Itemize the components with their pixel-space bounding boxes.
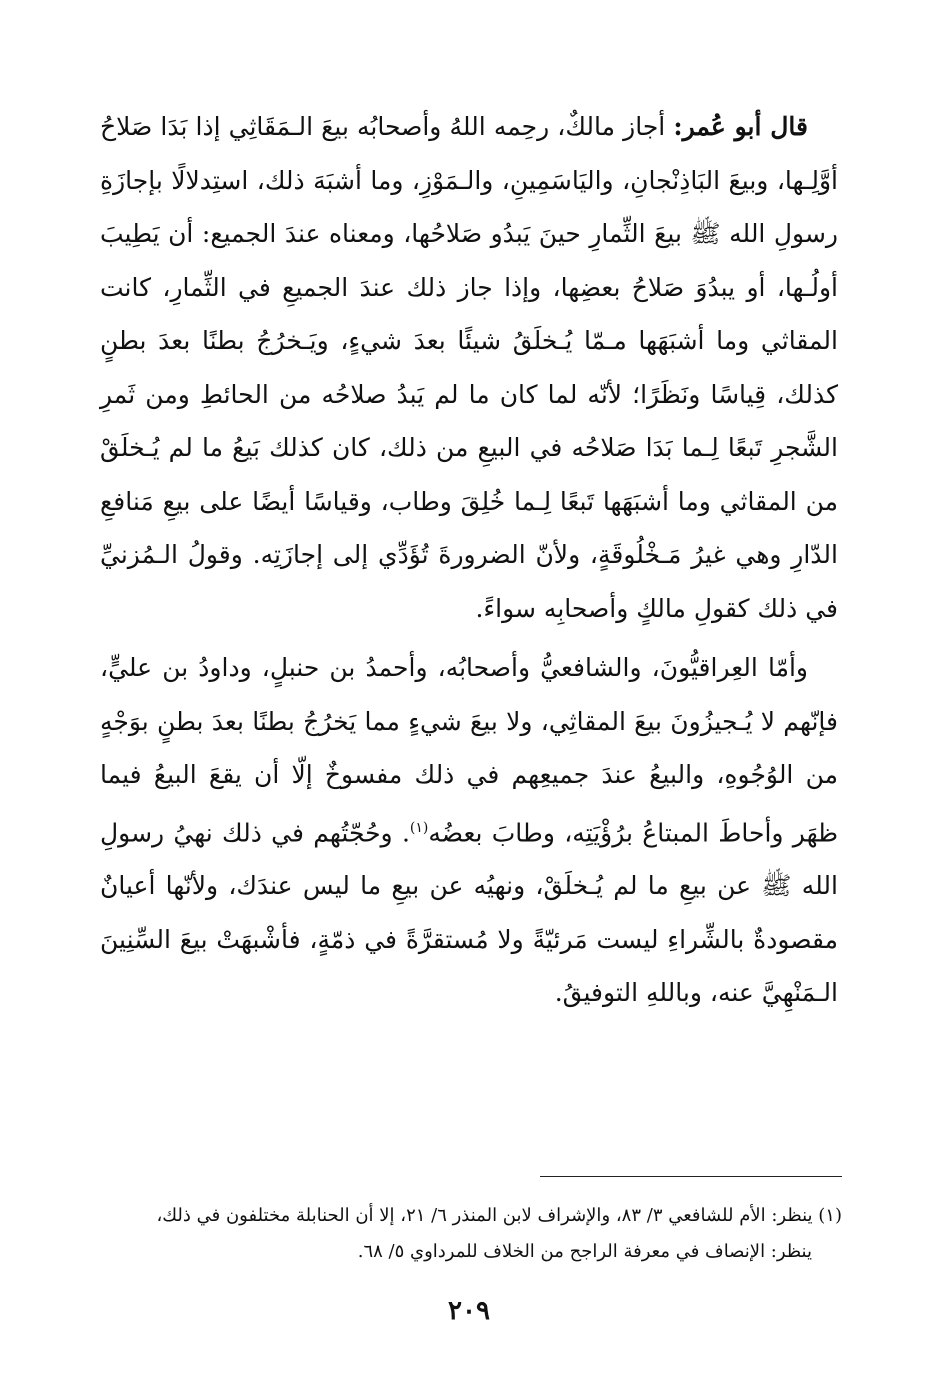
footnote-divider — [540, 1176, 842, 1177]
main-text-block — [100, 100, 838, 1020]
paragraph-1 — [100, 100, 838, 635]
footnote-1-line-2: ينظر: الإنصاف في معرفة الراجح من الخلاف للمرداوي ٥/ ٦٨. — [357, 1241, 812, 1262]
paragraph-1-text: أجاز مالكٌ، رحِمه اللهُ وأصحابُه بيعَ الـمَقَاثِي إذا بَدَا صَلاحُ أوَّلِـها، وبيعَ البَاذِنْجانِ، واليَاسَمِينِ، والـمَوْزِ، وما أشبَهَ ذلك، استِدلالًا بإجازَةِ رسولِ الله ﷺ بيعَ الثِّمارِ حينَ يَبدُو صَلاحُها، ومعناه عندَ الجميع: أن يَطِيبَ أولُـها، أو يبدُوَ صَلاحُ بعضِها، وإذا جاز ذلك عندَ الجميعِ في الثِّمارِ، كانت المقاثي وما أشبَهَها مـمّا يُـخلَقُ شيئًا بعدَ شيءٍ، ويَـخرُجُ بطنًا بعدَ بطنٍ كذلك، قِياسًا ونَظَرًا؛ لأنّه لما كان ما لم يَبدُ صلاحُه من الحائطِ ومن ثَمرِ الشَّجرِ تَبعًا لِـما بَدَا صَلاحُه في البيعِ من ذلك، كان كذلك بَيعُ ما لم يُـخلَقْ من المقاثي وما أشبَهَها تَبعًا لِـما خُلِقَ وطاب، وقياسًا أيضًا على بيعِ مَنافعِ الدّارِ وهي غيرُ مَـخْلُوقَةٍ، ولأنّ الضرورةَ تُؤَدِّي إلى إجازَتِه. وقولُ الـمُزنيِّ في ذلك كقولِ مالكٍ وأصحابِه سواءً. — [100, 112, 838, 623]
footnote-marker[interactable]: (١) — [409, 819, 429, 836]
speaker-label: قال أبو عُمر: — [673, 112, 808, 141]
paragraph-2-text-end: . وحُجّتُهم في ذلك نهيُ رسولِ الله ﷺ عن بيعِ ما لم يُـخلَقْ، ونهيُه عن بيعِ ما ليس عندَك، ولأنّها أعيانٌ مقصودةٌ بالشِّراءِ ليست مَرئيّةً ولا مُستقرَّةً في ذمّةٍ، فأشْبهَتْ بيعَ السِّنِينَ الـمَنْهِيَّ عنه، وباللهِ التوفيقُ. — [100, 817, 838, 1008]
paragraph-2-text: وأمّا العِراقيُّونَ، والشافعيُّ وأصحابُه، وأحمدُ بن حنبلٍ، وداودُ بن عليٍّ، فإنّهم لا يُـجيزُونَ بيعَ المقاثِي، ولا بيعَ شيءٍ مما يَخرُجُ بطنًا بعدَ بطنٍ بوَجْهٍ من الوُجُوهِ، والبيعُ عندَ جميعِهم في ذلك مفسوخٌ إلّا أن يقعَ البيعُ فيما ظهَر وأحاطَ المبتاعُ برُؤْيَتِه، وطابَ بعضُه — [100, 653, 838, 847]
footnotes-block — [100, 1198, 842, 1270]
paragraph-2 — [100, 641, 838, 1020]
footnote-1-line-1: (١) ينظر: الأم للشافعي ٣/ ٨٣، والإشراف لابن المنذر ٦/ ٢١، إلا أن الحنابلة مختلفون في ذلك، — [156, 1205, 842, 1226]
page-number: ٢٠٩ — [448, 1296, 490, 1326]
